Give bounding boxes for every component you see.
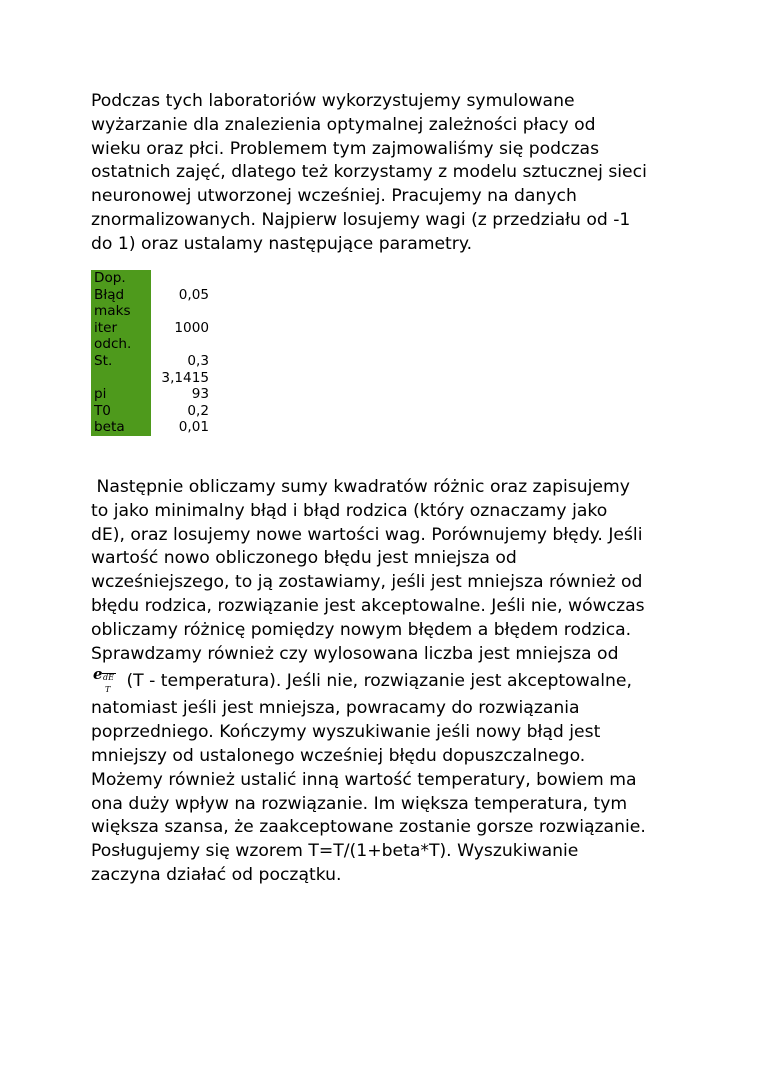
table-row <box>91 419 209 436</box>
param-value: 0,2 <box>187 402 209 419</box>
text-line: wartość nowo obliczonego błędu jest mniejsza od <box>91 548 517 569</box>
table-row <box>91 370 209 387</box>
formula-line <box>91 666 691 697</box>
param-value: 1000 <box>174 319 209 336</box>
text-line: do 1) oraz ustalamy następujące parametry. <box>91 233 473 254</box>
param-label: St. <box>91 353 151 370</box>
intro-paragraph <box>91 90 691 257</box>
table-row <box>91 303 209 320</box>
text-line: Następnie obliczamy sumy kwadratów różnic oraz zapisujemy <box>91 477 630 497</box>
text-line: dE), oraz losujemy nowe wartości wag. Porównujemy błędy. Jeśli <box>91 524 643 545</box>
param-label: Błąd <box>91 287 151 304</box>
text-line: ostatnich zajęć, dlatego też korzystamy z modelu sztucznej sieci <box>91 162 647 183</box>
exponent-formula <box>91 665 121 695</box>
table-row <box>91 353 209 370</box>
table-row <box>91 287 209 304</box>
formula-numerator: dE <box>103 673 114 683</box>
text-line: znormalizowanych. Najpierw losujemy wagi (z przedziału od -1 <box>91 209 631 230</box>
table-row <box>91 270 209 287</box>
param-value <box>151 303 209 320</box>
text-line: wyżarzanie dla znalezienia optymalnej zależności płacy od <box>91 114 596 135</box>
text-line: Możemy również ustalić inną wartość temperatury, bowiem ma <box>91 769 637 790</box>
param-value <box>151 336 209 353</box>
param-label: iter <box>91 320 151 337</box>
table-row <box>91 336 209 353</box>
text-line: natomiast jeśli jest mniejsza, powracamy do rozwiązania <box>91 698 580 719</box>
text-line: Podczas tych laboratoriów wykorzystujemy symulowane <box>91 91 575 111</box>
method-paragraph <box>91 476 691 888</box>
parameters-table <box>91 270 209 436</box>
text-line: większa szansa, że zaakceptowane zostanie gorsze rozwiązanie. <box>91 817 646 838</box>
formula-trailing-text: (T - temperatura). Jeśli nie, rozwiązanie jest akceptowalne, <box>121 671 632 692</box>
text-line: wieku oraz płci. Problemem tym zajmowaliśmy się podczas <box>91 138 600 159</box>
text-line: Posługujemy się wzorem T=T/(1+beta*T). Wyszukiwanie <box>91 841 579 862</box>
param-label: maks <box>91 303 151 320</box>
param-value: 0,05 <box>178 286 209 303</box>
text-line: błędu rodzica, rozwiązanie jest akceptowalne. Jeśli nie, wówczas <box>91 595 645 616</box>
param-value <box>151 270 209 287</box>
param-value: 3,1415 <box>161 369 209 386</box>
text-line: ona duży wpływ na rozwiązanie. Im większa temperatura, tym <box>91 793 628 814</box>
param-label <box>91 370 151 387</box>
text-line: mniejszy od ustalonego wcześniej błędu dopuszczalnego. <box>91 745 586 766</box>
param-label: Dop. <box>91 270 151 287</box>
param-value: 93 <box>191 386 209 403</box>
param-value: 0,01 <box>178 419 209 436</box>
formula-denominator: T <box>105 685 111 695</box>
text-line: zaczyna działać od początku. <box>91 864 342 885</box>
param-label: beta <box>91 419 151 436</box>
text-line: Sprawdzamy również czy wylosowana liczba jest mniejsza od <box>91 643 619 664</box>
text-line: wcześniejszego, to ją zostawiamy, jeśli jest mniejsza również od <box>91 572 643 593</box>
text-line: neuronowej utworzonej wcześniej. Pracujemy na danych <box>91 186 577 207</box>
text-line: obliczamy różnicę pomiędzy nowym błędem a błędem rodzica. <box>91 619 632 640</box>
param-label: odch. <box>91 336 151 353</box>
param-label: T0 <box>91 403 151 420</box>
param-label: pi <box>91 386 151 403</box>
table-row <box>91 320 209 337</box>
text-line: poprzedniego. Kończymy wyszukiwanie jeśli nowy błąd jest <box>91 722 601 743</box>
table-row <box>91 386 209 403</box>
table-row <box>91 403 209 420</box>
formula-base: e <box>93 665 103 684</box>
param-value: 0,3 <box>187 352 209 369</box>
text-line: to jako minimalny błąd i błąd rodzica (który oznaczamy jako <box>91 500 608 521</box>
